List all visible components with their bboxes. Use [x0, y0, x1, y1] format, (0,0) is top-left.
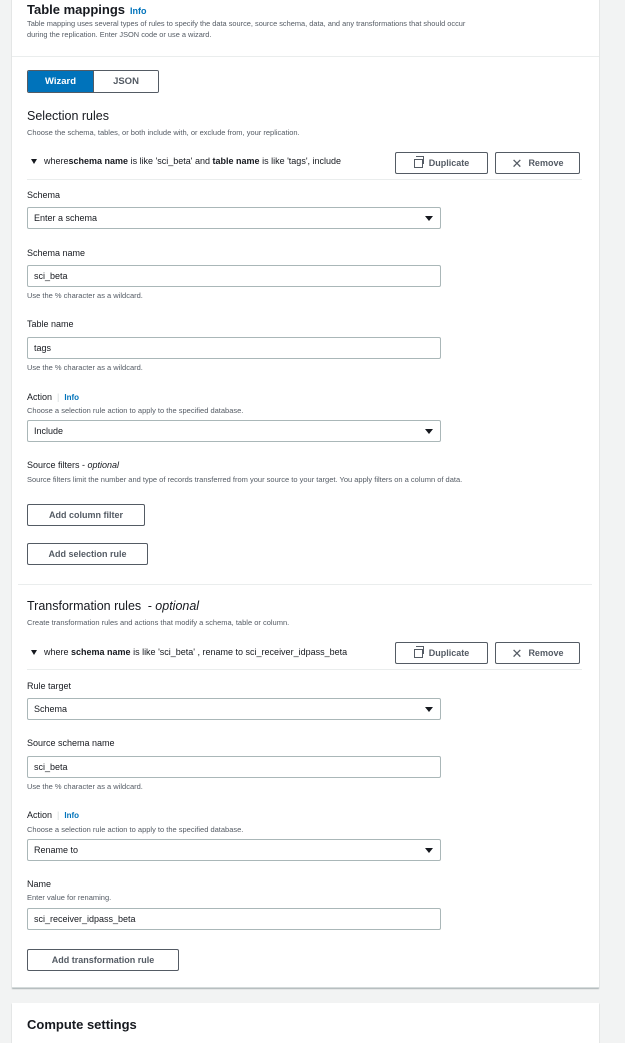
transformation-action-select[interactable]: Rename to: [27, 839, 441, 861]
duplicate-icon: [414, 649, 423, 658]
transformation-rules-description: Create transformation rules and actions that modify a schema, table or column.: [27, 618, 290, 627]
rename-name-hint: Enter value for renaming.: [27, 893, 112, 902]
action-info-link[interactable]: Info: [64, 393, 80, 402]
selection-rule-divider: [27, 179, 582, 180]
section-divider: [18, 584, 592, 585]
selection-rules-title: Selection rules: [27, 109, 109, 123]
schema-select[interactable]: Enter a schema: [27, 207, 441, 229]
schema-label: Schema: [27, 190, 61, 200]
transformation-action-info-link[interactable]: Info: [64, 811, 80, 820]
source-schema-name-label: Source schema name: [27, 738, 115, 748]
action-hint: Choose a selection rule action to apply to the specified database.: [27, 406, 244, 415]
caret-down-icon: [31, 159, 37, 164]
add-column-filter-button[interactable]: Add column filter: [27, 504, 145, 526]
dropdown-caret-icon: [425, 216, 433, 221]
compute-settings-title: Compute settings: [27, 1017, 137, 1032]
close-icon: ✕: [511, 155, 523, 171]
wizard-tab[interactable]: Wizard: [28, 71, 93, 92]
add-transformation-rule-button[interactable]: Add transformation rule: [27, 949, 179, 971]
selection-remove-button[interactable]: ✕ Remove: [495, 152, 580, 174]
schema-name-label: Schema name: [27, 248, 86, 258]
transformation-action-label: Action | Info: [27, 810, 80, 820]
close-icon: ✕: [511, 645, 523, 661]
mode-toggle: [27, 70, 159, 93]
transformation-rules-title: Transformation rules - optional: [27, 599, 200, 613]
dropdown-caret-icon: [425, 848, 433, 853]
json-tab[interactable]: JSON: [93, 71, 158, 92]
action-label: Action | Info: [27, 392, 80, 402]
add-selection-rule-button[interactable]: Add selection rule: [27, 543, 148, 565]
source-filters-hint: Source filters limit the number and type of records transferred from your source to your target. You apply filters on a column of data.: [27, 475, 463, 484]
transformation-remove-button[interactable]: ✕ Remove: [495, 642, 580, 664]
schema-name-input[interactable]: sci_beta: [27, 265, 441, 287]
table-mappings-header: [27, 1, 147, 19]
transformation-action-hint: Choose a selection rule action to apply to the specified database.: [27, 825, 244, 834]
rename-name-label: Name: [27, 879, 52, 889]
source-schema-name-hint: Use the % character as a wildcard.: [27, 782, 143, 791]
rename-name-input[interactable]: sci_receiver_idpass_beta: [27, 908, 441, 930]
action-select[interactable]: Include: [27, 420, 441, 442]
rule-target-select[interactable]: Schema: [27, 698, 441, 720]
schema-name-hint: Use the % character as a wildcard.: [27, 291, 143, 300]
table-name-input[interactable]: tags: [27, 337, 441, 359]
transformation-rule-toggle[interactable]: where schema name is like 'sci_beta' , rename to sci_receiver_idpass_beta: [31, 647, 347, 657]
caret-down-icon: [31, 650, 37, 655]
header-divider: [12, 56, 599, 57]
selection-rule-toggle[interactable]: where schema name is like 'sci_beta' and table name is like 'tags', include: [31, 156, 341, 166]
selection-rules-description: Choose the schema, tables, or both include with, or exclude from, your replication.: [27, 128, 300, 137]
table-name-hint: Use the % character as a wildcard.: [27, 363, 143, 372]
header-description: Table mapping uses several types of rules to specify the data source, source schema, data, and any transformations that should occur during the replication. Enter JSON code or use a wizard.: [27, 19, 466, 39]
table-name-label: Table name: [27, 319, 74, 329]
header-info-link[interactable]: Info: [130, 6, 147, 16]
source-schema-name-input[interactable]: sci_beta: [27, 756, 441, 778]
transformation-rule-divider: [27, 669, 582, 670]
transformation-duplicate-button[interactable]: Duplicate: [395, 642, 488, 664]
duplicate-icon: [414, 159, 423, 168]
source-filters-label: Source filters - optional: [27, 460, 120, 470]
dropdown-caret-icon: [425, 429, 433, 434]
rule-target-label: Rule target: [27, 681, 72, 691]
dropdown-caret-icon: [425, 707, 433, 712]
selection-duplicate-button[interactable]: Duplicate: [395, 152, 488, 174]
page-title: Table mappings: [27, 2, 125, 17]
compute-settings-panel: [12, 1003, 599, 1043]
